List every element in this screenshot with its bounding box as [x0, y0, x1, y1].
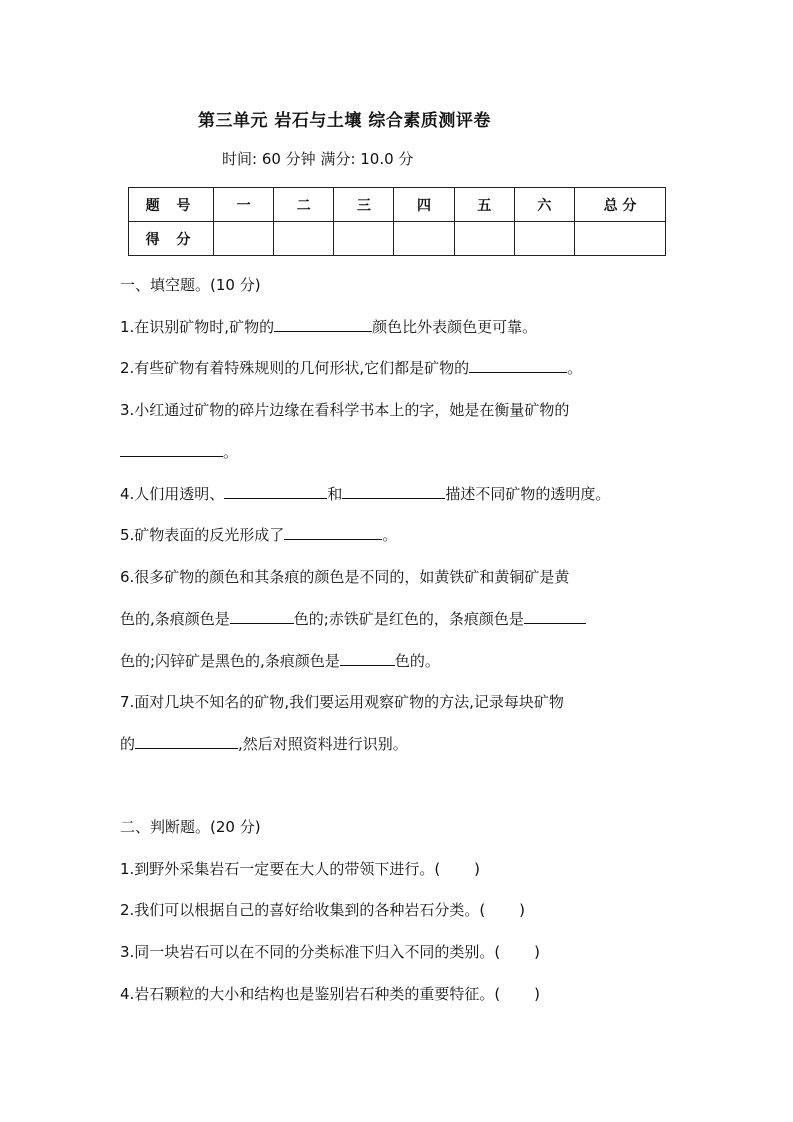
question-text: 2.我们可以根据自己的喜好给收集到的各种岩石分类。(: [120, 901, 486, 919]
question-2-2: [120, 899, 525, 920]
question-text: 颜色比外表颜色更可靠。: [372, 318, 538, 336]
answer-blank[interactable]: [230, 608, 294, 624]
question-text: 4.岩石颗粒的大小和结构也是鉴别岩石种类的重要特征。(: [120, 985, 501, 1003]
question-text: 3.小红通过矿物的碎片边缘在看科学书本上的字，她是在衡量矿物的: [120, 401, 570, 419]
score-table-score-row: [129, 222, 666, 256]
question-text: 描述不同矿物的透明度。: [445, 485, 611, 503]
score-table-header-row: [129, 188, 666, 222]
question-text: 和: [327, 485, 343, 503]
question-text: 。: [223, 443, 239, 461]
score-input-cell[interactable]: [214, 222, 274, 256]
section-heading-fill-blank: 一、填空题。(10 分): [120, 276, 261, 294]
score-input-cell[interactable]: [575, 222, 666, 256]
question-text: 6.很多矿物的颜色和其条痕的颜色是不同的，如黄铁矿和黄铜矿是黄: [120, 568, 570, 586]
question-1-6: [120, 566, 569, 587]
question-text: ,然后对照资料进行识别。: [238, 735, 408, 753]
question-text: 5.矿物表面的反光形成了: [120, 526, 285, 544]
answer-blank[interactable]: [274, 316, 372, 332]
answer-blank[interactable]: [524, 608, 586, 624]
question-text: 色的,条痕颜色是: [120, 610, 230, 628]
answer-blank[interactable]: [284, 524, 382, 540]
question-text: 4.人们用透明、: [120, 485, 225, 503]
score-input-cell[interactable]: [394, 222, 454, 256]
question-text: 色的;闪锌矿是黑色的,条痕颜色是: [120, 652, 340, 670]
table-cell: 题 号: [129, 188, 214, 222]
question-1-7: [120, 691, 564, 712]
question-text: 色的;赤铁矿是红色的，条痕颜色是: [293, 610, 524, 628]
question-1-7-cont: [120, 733, 408, 754]
answer-blank[interactable]: [342, 483, 445, 499]
question-text: 3.同一块岩石可以在不同的分类标准下归入不同的类别。(: [120, 943, 501, 961]
question-text: 。: [382, 526, 398, 544]
table-cell: 总 分: [575, 188, 666, 222]
table-cell: 四: [394, 188, 454, 222]
page-title: 第三单元 岩石与土壤 综合素质测评卷: [198, 111, 491, 131]
score-input-cell[interactable]: [334, 222, 394, 256]
question-text: 1.到野外采集岩石一定要在大人的带领下进行。(: [120, 860, 441, 878]
question-text: 的: [120, 735, 136, 753]
score-table: [128, 187, 666, 256]
question-text: 2.有些矿物有着特殊规则的几何形状,它们都是矿物的: [120, 359, 470, 377]
question-1-5: [120, 524, 397, 545]
table-cell: 一: [214, 188, 274, 222]
question-1-6-cont2: [120, 650, 440, 671]
question-text: 。: [567, 359, 583, 377]
exam-info: 时间: 60 分钟 满分: 10.0 分: [222, 150, 414, 168]
table-cell: 二: [274, 188, 334, 222]
score-input-cell[interactable]: [274, 222, 334, 256]
section-heading-true-false: 二、判断题。(20 分): [120, 818, 261, 836]
question-text: ): [519, 901, 526, 919]
answer-blank[interactable]: [224, 483, 327, 499]
answer-blank[interactable]: [120, 441, 223, 457]
answer-blank[interactable]: [340, 650, 395, 666]
table-cell: 六: [514, 188, 574, 222]
question-1-3: [120, 399, 569, 420]
score-input-cell[interactable]: [454, 222, 514, 256]
question-1-2: [120, 357, 582, 378]
question-text: 1.在识别矿物时,矿物的: [120, 318, 275, 336]
question-text: 色的。: [394, 652, 440, 670]
question-text: ): [534, 985, 541, 1003]
question-text: 7.面对几块不知名的矿物,我们要运用观察矿物的方法,记录每块矿物: [120, 693, 564, 711]
question-1-1: [120, 316, 537, 337]
answer-blank[interactable]: [135, 733, 238, 749]
score-input-cell[interactable]: [514, 222, 574, 256]
table-cell: 五: [454, 188, 514, 222]
question-text: ): [474, 860, 481, 878]
answer-blank[interactable]: [469, 357, 567, 373]
table-cell: 三: [334, 188, 394, 222]
table-cell: 得 分: [129, 222, 214, 256]
question-1-3-cont: [120, 441, 238, 462]
question-2-1: [120, 858, 480, 879]
question-1-6-cont: [120, 608, 586, 629]
question-text: ): [534, 943, 541, 961]
question-2-4: [120, 983, 540, 1004]
question-1-4: [120, 483, 610, 504]
question-2-3: [120, 941, 540, 962]
